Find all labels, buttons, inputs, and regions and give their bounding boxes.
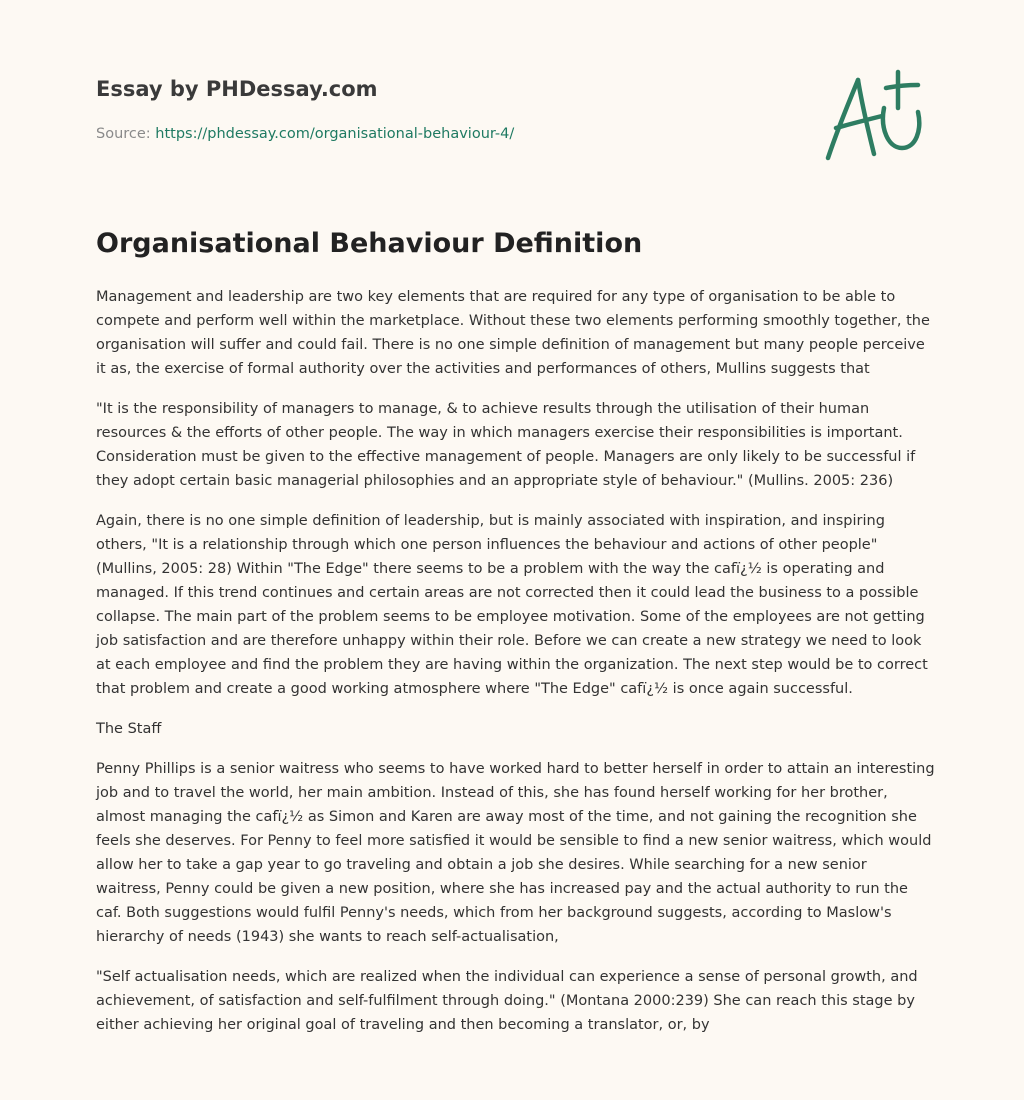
source-label: Source: [96, 126, 151, 142]
a-plus-logo-icon [822, 68, 926, 164]
section-heading: The Staff [96, 721, 162, 737]
article-title: Organisational Behaviour Definition [96, 228, 643, 259]
source-link[interactable]: https://phdessay.com/organisational-behaviour-4/ [155, 126, 515, 142]
site-title: Essay by PHDessay.com [96, 77, 378, 101]
paragraph: Again, there is no one simple definition of leadership, but is mainly associated with inspiration, and inspiring others, "It is a relationship through which one person influences the behaviour and actions of other people" (Mullins, 2005: 28) Within "The Edge" there seems to be a problem with the way the cafï¿½ is operating and managed. If this trend continues and certain areas are not corrected then it could lead the business to a possible collapse. The main part of the problem seems to be employee motivation. Some of the employees are not getting job satisfaction and are therefore unhappy within their role. Before we can create a new strategy we need to look at each employee and find the problem they are having within the organization. The next step would be to correct that problem and create a good working atmosphere where "The Edge" cafï¿½ is once again successful. [96, 513, 928, 697]
article-body [96, 285, 936, 1053]
paragraph: "It is the responsibility of managers to manage, & to achieve results through the utilisation of their human resources & the efforts of other people. The way in which managers exercise their responsibilities is important. Consideration must be given to the effective management of people. Managers are only likely to be successful if they adopt certain basic managerial philosophies and an appropriate style of behaviour." (Mullins. 2005: 236) [96, 401, 916, 489]
paragraph: Penny Phillips is a senior waitress who seems to have worked hard to better herself in order to attain an interesting job and to travel the world, her main ambition. Instead of this, she has found herself working for her brother, almost managing the cafï¿½ as Simon and Karen are away most of the time, and not gaining the recognition she feels she deserves. For Penny to feel more satisfied it would be sensible to find a new senior waitress, which would allow her to take a gap year to go traveling and obtain a job she desires. While searching for a new senior waitress, Penny could be given a new position, where she has increased pay and the actual authority to run the caf. Both suggestions would fulfil Penny's needs, which from her background suggests, according to Maslow's hierarchy of needs (1943) she wants to reach self-actualisation, [96, 761, 935, 945]
paragraph: "Self actualisation needs, which are realized when the individual can experience a sense of personal growth, and achievement, of satisfaction and self-fulfilment through doing." (Montana 2000:239) She can reach this stage by either achieving her original goal of traveling and then becoming a translator, or, by [96, 969, 918, 1033]
essay-header [96, 74, 796, 144]
source-line [96, 124, 796, 144]
paragraph: Management and leadership are two key elements that are required for any type of organisation to be able to compete and perform well within the marketplace. Without these two elements performing smoothly together, the organisation will suffer and could fail. There is no one simple definition of management but many people perceive it as, the exercise of formal authority over the activities and performances of others, Mullins suggests that [96, 289, 930, 377]
